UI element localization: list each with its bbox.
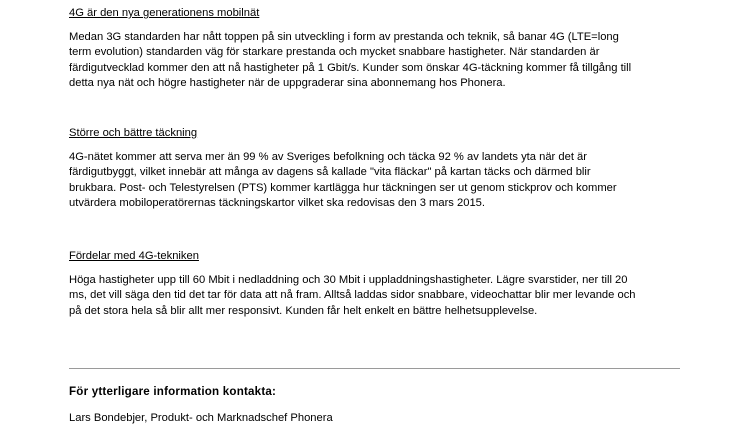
paragraph-line: på det stora hela så blir allt mer responsivt. Kunden får helt enkelt en bättre helhetsupplevelse. — [69, 304, 538, 317]
section-paragraph-4g-generation — [69, 30, 689, 92]
section-heading-4g-generation: 4G är den nya generationens mobilnät — [69, 7, 260, 19]
paragraph-line: färdigutbyggt, vilket innebär att många av dagens så kallade "vita fläckar" på kartan täcks och därmed blir — [69, 166, 591, 179]
section-paragraph-coverage — [69, 150, 689, 212]
paragraph-line: brukbara. Post- och Telestyrelsen (PTS) kommer kartlägga hur täckningen ser ut genom stickprov och kommer — [69, 181, 617, 194]
paragraph-line: term evolution) standarden väg för starkare prestanda och mycket snabbare hastigheter. När standarden är — [69, 46, 600, 59]
paragraph-line: 4G-nätet kommer att serva mer än 99 % av Sveriges befolkning och täcka 92 % av landets yta när det är — [69, 151, 587, 163]
paragraph-line: färdigutvecklad kommer den att nå hastigheter på 1 Gbit/s. Kunder som önskar 4G-täckning kommer få tillgång till — [69, 61, 632, 74]
paragraph-line: utvärdera mobiloperatörernas täckningskartor vilket ska redovisas den 3 mars 2015. — [69, 197, 486, 210]
paragraph-line: Medan 3G standarden har nått toppen på sin utveckling i form av prestanda och teknik, så banar 4G (LTE=long — [69, 31, 619, 43]
section-heading-coverage: Större och bättre täckning — [69, 127, 198, 139]
section-heading-benefits: Fördelar med 4G-tekniken — [69, 250, 199, 262]
paragraph-line: ms, det vill säga den tid det tar för data att nå fram. Alltså laddas sidor snabbare, videochattar blir mer levande och — [69, 289, 636, 302]
contact-heading: För ytterligare information kontakta: — [69, 385, 277, 398]
section-paragraph-benefits — [69, 273, 689, 319]
paragraph-line: Höga hastigheter upp till 60 Mbit i nedladdning och 30 Mbit i uppladdningshastigheter. Lägre svarstider, ner till 20 — [69, 274, 628, 286]
contact-person: Lars Bondebjer, Produkt- och Marknadschef Phonera — [69, 412, 333, 424]
paragraph-line: detta nya nät och högre hastigheter när de uppgraderar sina abonnemang hos Phonera. — [69, 77, 506, 90]
section-divider — [69, 368, 680, 369]
